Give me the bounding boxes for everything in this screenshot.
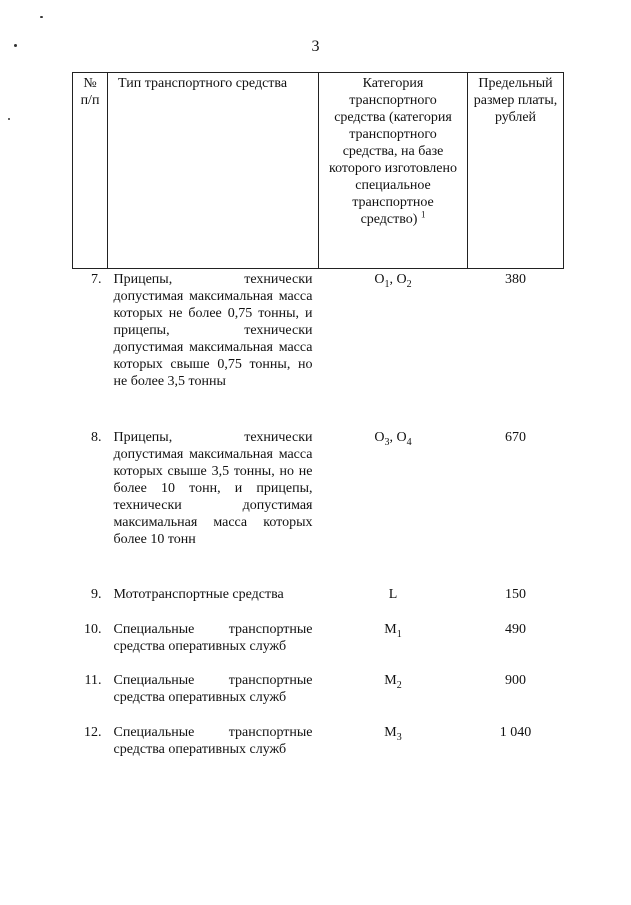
scan-speck: [40, 16, 43, 18]
table-row: [73, 269, 564, 429]
table-row: [73, 724, 564, 764]
row-type: Прицепы, технически допустимая максимальная масса которых не более 0,75 тонны, и прицепы, технически допустимая максимальная масса которых свыше 0,75 тонны, но не более 3,5 тонны: [113, 272, 313, 389]
row-fee: 900: [505, 672, 526, 688]
header-category: [319, 73, 468, 269]
header-num: № п/п: [73, 73, 108, 269]
row-type: Специальные транспортные средства оперативных служб: [113, 672, 313, 705]
row-num: 7.: [91, 272, 102, 287]
row-type: Специальные транспортные средства оперативных служб: [113, 724, 313, 757]
table-row: [73, 672, 564, 724]
row-num: 11.: [84, 672, 102, 688]
row-category: $O_3$, $O_4$: [374, 429, 412, 448]
row-num: 12.: [84, 724, 102, 740]
row-category: $M_1$: [384, 621, 402, 640]
table-row: [73, 429, 564, 586]
table-header-row: [73, 73, 564, 269]
row-num: 10.: [84, 621, 102, 637]
row-num: 8.: [91, 429, 102, 445]
table-row: [73, 621, 564, 672]
row-fee: 150: [505, 586, 526, 602]
row-type: Прицепы, технически допустимая максимальная масса которых свыше 3,5 тонны, но не более 10 тонн, и прицепы, технически допустимая максимальная масса которых более 10 тонн: [113, 429, 313, 547]
header-type: Тип транспортного средства: [108, 73, 319, 269]
row-fee: 490: [505, 621, 526, 637]
scan-speck: [14, 44, 17, 47]
row-fee: 380: [505, 272, 526, 287]
table-row: [73, 586, 564, 621]
page-number: 3: [311, 38, 320, 55]
row-category: L: [388, 586, 398, 602]
header-fee: Предельный размер платы, рублей: [468, 73, 564, 269]
row-category: $M_2$: [384, 672, 402, 691]
row-fee: 670: [505, 429, 526, 445]
header-category-text: Категория транспортного средства (категория транспортного средства, на базе которого изготовлено специальное транспортное средство): [328, 76, 458, 227]
row-category: $O_1$, $O_2$: [374, 272, 412, 290]
footnote-mark: 1: [420, 209, 426, 220]
row-type: Мототранспортные средства: [113, 586, 284, 602]
fee-table: [72, 72, 564, 764]
row-type: Специальные транспортные средства оперативных служб: [113, 621, 313, 654]
scan-speck: [8, 118, 10, 120]
row-category: $M_3$: [384, 724, 402, 743]
row-num: 9.: [91, 586, 102, 602]
row-fee: 1 040: [499, 724, 532, 740]
